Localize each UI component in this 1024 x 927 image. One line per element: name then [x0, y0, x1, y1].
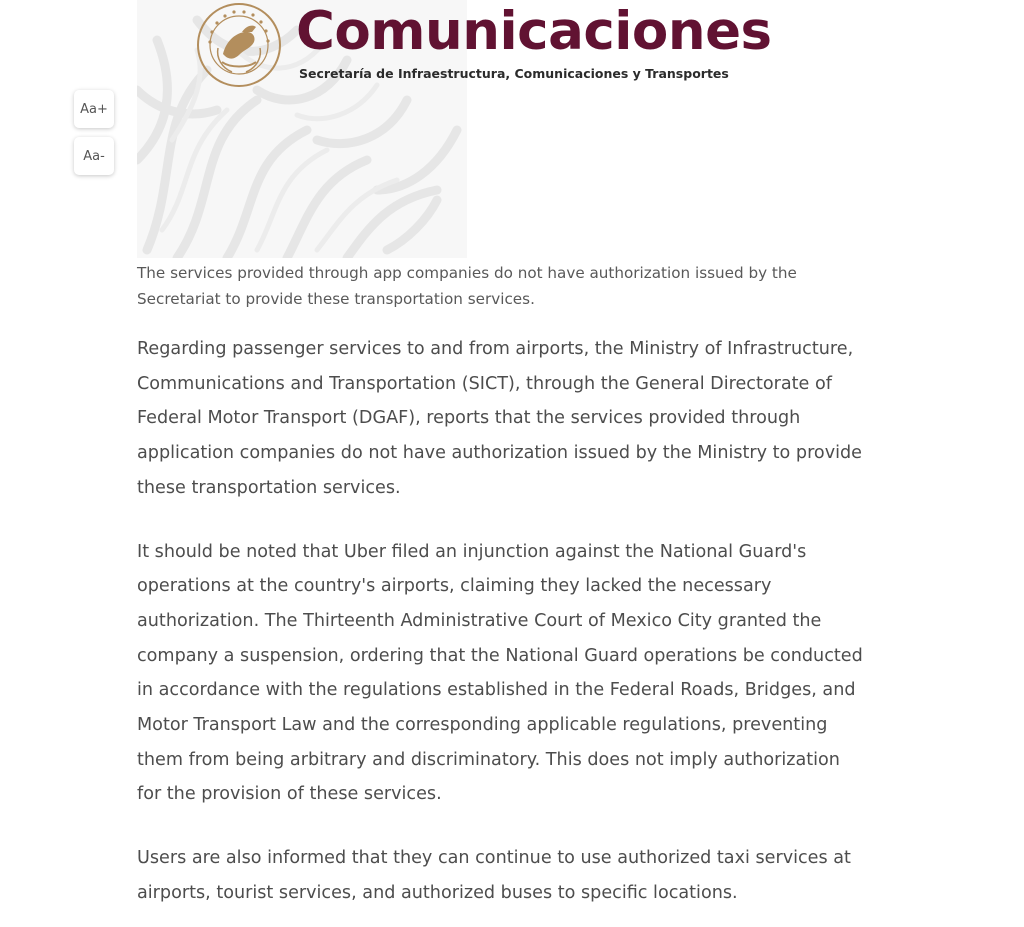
article-body — [137, 332, 867, 927]
mexican-coat-of-arms-seal-icon — [196, 2, 282, 88]
article-paragraph: Users are also informed that they can continue to use authorized taxi services at airports, tourist services, and authorized buses to specific locations. — [137, 848, 851, 903]
decrease-font-button[interactable]: Aa- — [74, 137, 114, 175]
brand-title: Comunicaciones — [296, 1, 772, 62]
article-paragraph: It should be noted that Uber filed an injunction against the National Guard's operations at the country's airports, claiming they lacked the necessary authorization. The Thirteenth Administrative Court of Mexico City granted the company a suspension, ordering that the National Guard operations be conducted in accordance with the regulations established in the Federal Roads, Bridges, and Motor Transport Law and the corresponding applicable regulations, preventing them from being arbitrary and discriminatory. This does not imply authorization for the provision of these services. — [137, 541, 863, 805]
image-caption: The services provided through app companies do not have authorization issued by the Secretariat to provide these transportation services. — [137, 264, 797, 308]
brand-subtitle: Secretaría de Infraestructura, Comunicaciones y Transportes — [299, 66, 729, 81]
increase-font-button[interactable]: Aa+ — [74, 90, 114, 128]
article-paragraph: Regarding passenger services to and from airports, the Ministry of Infrastructure, Communications and Transportation (SICT), through the General Directorate of Federal Motor Transport (DGAF), reports that the services provided through application companies do not have authorization issued by the Ministry to provide these transportation services. — [137, 339, 862, 498]
